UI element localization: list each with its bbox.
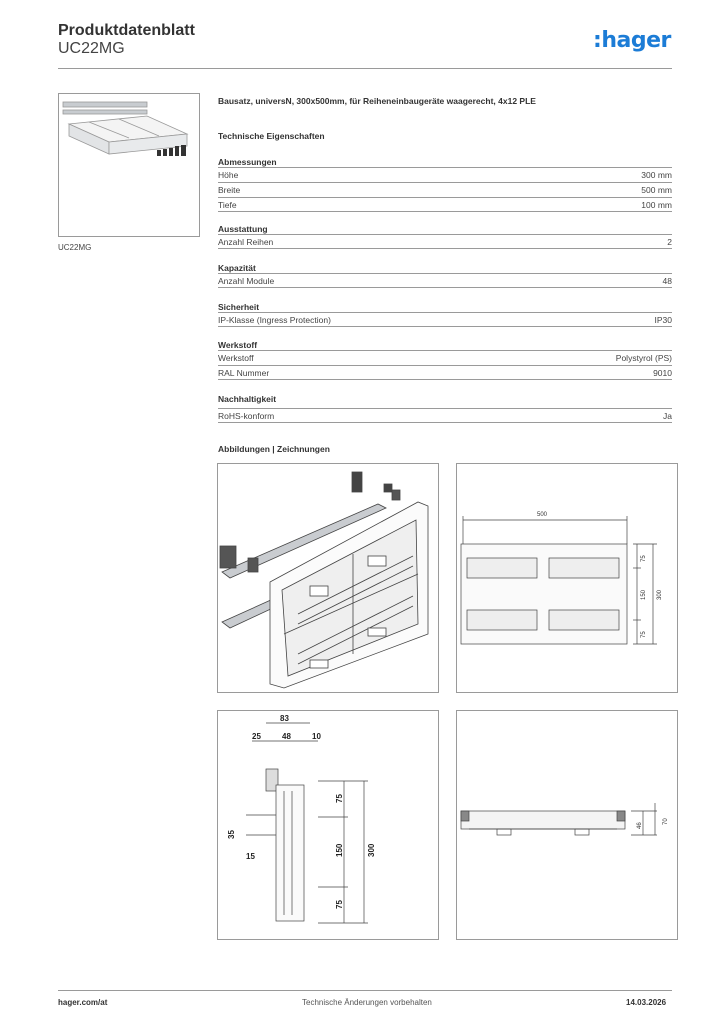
- spec-row: [218, 408, 672, 423]
- dim-right-2: 150: [641, 589, 647, 600]
- spec-value: 500 mm: [641, 185, 672, 195]
- footer-date: 14.03.2026: [626, 998, 667, 1007]
- spec-row: [218, 273, 672, 288]
- spec-label: IP-Klasse (Ingress Protection): [218, 315, 331, 325]
- dim-total-height: 300: [657, 589, 663, 600]
- bottom-view-drawing: [456, 710, 678, 940]
- dim-bottom-b: 70: [663, 818, 669, 825]
- section-title-werkstoff: Werkstoff: [218, 340, 258, 350]
- spec-row: [218, 197, 672, 212]
- section-title-sicherheit: Sicherheit: [218, 302, 260, 312]
- dim-side-right-3: 75: [335, 900, 344, 909]
- spec-value: Polystyrol (PS): [615, 353, 672, 363]
- dim-left-b: 15: [246, 852, 255, 861]
- spec-label: Tiefe: [218, 200, 237, 210]
- product-thumbnail: [58, 93, 200, 237]
- spec-row: [218, 234, 672, 249]
- dim-bottom-a: 46: [637, 822, 643, 829]
- dim-side-right-2: 150: [335, 843, 344, 857]
- dim-left-a: 35: [227, 830, 236, 839]
- spec-row: [218, 312, 672, 327]
- dim-part-1: 25: [252, 732, 261, 741]
- section-title-kapazitaet: Kapazität: [218, 263, 256, 273]
- spec-value: Ja: [663, 411, 672, 421]
- spec-value: 300 mm: [641, 170, 672, 180]
- drawings-heading: Abbildungen | Zeichnungen: [218, 444, 330, 454]
- spec-value: 48: [662, 276, 672, 286]
- spec-label: Höhe: [218, 170, 239, 180]
- spec-label: Anzahl Reihen: [218, 237, 274, 247]
- footer-divider: [58, 990, 672, 991]
- side-view-drawing: [217, 710, 439, 940]
- spec-row: [218, 350, 672, 365]
- thumbnail-caption: UC22MG: [58, 243, 92, 252]
- tech-heading: Technische Eigenschaften: [218, 131, 325, 141]
- spec-value: 2: [667, 237, 672, 247]
- brand-name: hager: [601, 28, 671, 53]
- spec-value: 100 mm: [641, 200, 672, 210]
- spec-label: RAL Nummer: [218, 368, 270, 378]
- product-code: UC22MG: [58, 40, 125, 57]
- footer-disclaimer: Technische Änderungen vorbehalten: [302, 998, 432, 1007]
- dim-part-2: 48: [282, 732, 291, 741]
- footer-website[interactable]: hager.com/at: [58, 998, 108, 1007]
- header-divider: [58, 68, 672, 69]
- spec-label: Breite: [218, 185, 241, 195]
- spec-label: RoHS-konform: [218, 411, 275, 421]
- section-title-nachhaltigkeit: Nachhaltigkeit: [218, 394, 277, 404]
- spec-label: Werkstoff: [218, 353, 254, 363]
- spec-value: 9010: [653, 368, 672, 378]
- dim-top: 83: [280, 714, 289, 723]
- spec-label: Anzahl Module: [218, 276, 275, 286]
- front-view-drawing: [456, 463, 678, 693]
- isometric-drawing: [217, 463, 439, 693]
- dim-width: 500: [537, 512, 548, 518]
- spec-value: IP30: [654, 315, 672, 325]
- spec-row: [218, 182, 672, 197]
- dim-side-right-1: 75: [335, 794, 344, 803]
- dim-part-3: 10: [312, 732, 321, 741]
- dim-right-1: 75: [641, 555, 647, 562]
- section-title-abmessungen: Abmessungen: [218, 157, 277, 167]
- page-title: Produktdatenblatt: [58, 22, 195, 39]
- dim-right-3: 75: [641, 631, 647, 638]
- hager-logo: :hager: [593, 28, 671, 53]
- product-description: Bausatz, universN, 300x500mm, für Reiheneinbaugeräte waagerecht, 4x12 PLE: [218, 96, 536, 106]
- spec-row: [218, 365, 672, 380]
- section-title-ausstattung: Ausstattung: [218, 224, 268, 234]
- spec-row: [218, 167, 672, 182]
- dim-side-total: 300: [367, 843, 376, 857]
